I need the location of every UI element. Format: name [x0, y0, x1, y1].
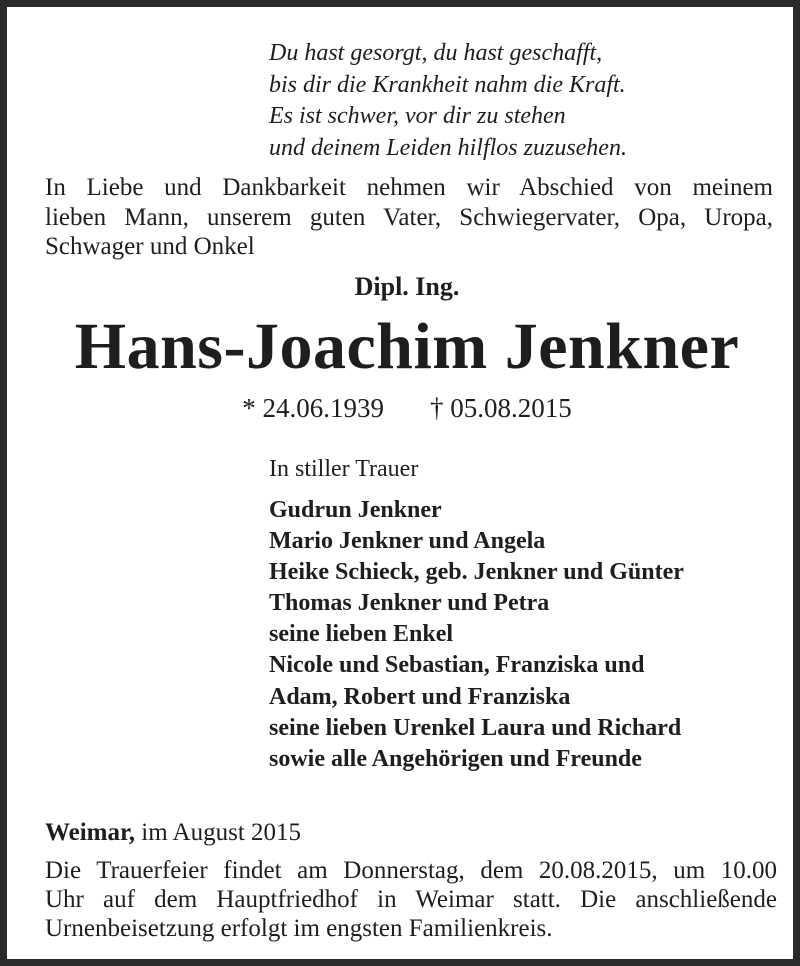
birth-date: * 24.06.1939 [242, 393, 384, 423]
mourner-line: seine lieben Enkel [269, 621, 454, 648]
mourner-line: Mario Jenkner und Angela [269, 528, 546, 555]
place-city: Weimar, [45, 819, 136, 846]
academic-title: Dipl. Ing. [354, 272, 460, 301]
farewell-line: lieben Mann, unserem guten Vater, Schwiegervater, Opa, Uropa, [45, 203, 773, 231]
mourner-line: Thomas Jenkner und Petra [269, 590, 550, 617]
mourners-list [269, 495, 684, 775]
funeral-line: Die Trauerfeier findet am Donnerstag, dem 20.08.2015, um 10.00 [45, 857, 777, 884]
mourner-line: seine lieben Urenkel Laura und Richard [269, 714, 682, 741]
mourner-line: Adam, Robert und Franziska [269, 683, 571, 710]
mourner-line: Nicole und Sebastian, Franziska und [269, 652, 645, 679]
death-date: † 05.08.2015 [430, 393, 572, 423]
place-date: im August 2015 [135, 819, 302, 846]
farewell-text [45, 173, 773, 262]
mourner-line: Heike Schieck, geb. Jenkner und Günter [269, 559, 684, 586]
deceased-name: Hans-Joachim Jenkner [74, 310, 740, 383]
memorial-poem [269, 38, 627, 164]
mourner-line: sowie alle Angehörigen und Freunde [269, 745, 642, 772]
poem-line: bis dir die Krankheit nahm die Kraft. [269, 71, 626, 98]
poem-line: und deinem Leiden hilflos zuzusehen. [269, 134, 627, 161]
funeral-line: Urnenbeisetzung erfolgt im engsten Familienkreis. [45, 915, 553, 942]
place-date-line [45, 816, 301, 850]
mourning-heading: In stiller Trauer [269, 456, 419, 482]
funeral-line: Uhr auf dem Hauptfriedhof in Weimar statt. Die anschließende [45, 886, 777, 913]
poem-line: Du hast gesorgt, du hast geschafft, [269, 40, 603, 66]
farewell-line: In Liebe und Dankbarkeit nehmen wir Abschied von meinem [45, 174, 773, 201]
farewell-line: Schwager und Onkel [45, 233, 255, 260]
life-dates [7, 391, 800, 425]
poem-line: Es ist schwer, vor dir zu stehen [269, 103, 566, 129]
mourner-line: Gudrun Jenkner [269, 497, 442, 523]
funeral-notice [45, 856, 777, 943]
